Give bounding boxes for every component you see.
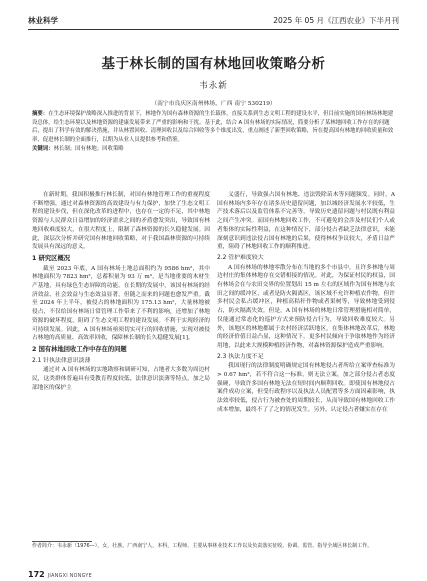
abstract-paragraph [32, 110, 395, 144]
paragraph-2-1-cont: 义盛行，导致强占国有林地、违法毁除苗木等问题频发。同时，A 国有林场内多年存在诸多历史遗留问题，加以城经济发展水平较低，生产技术落后以及监管体系不完善等，导致历史遗留问题与村民既有利益之间产生冲突。而国有林地回收工作，不可避免的会涉及村民们个人或者集体的实际性利益，在这种情况下，部分侵占者缺乏法律意识，未能深刻意识到违法侵占国有林地的后果，使得林权争议较大，矛盾日益严重，阻碍了林地回收工作的顺利推进。 [217, 192, 395, 251]
abstract-label: 摘要： [32, 111, 49, 117]
paragraph-2-2: A 国有林场的林地零散分布在当地的多个市县中，且许多林地与周边村庄的集体林地存在交错相接的情况。对此，为保证村民的权益，国有林场会在与农田交界的位置划出 15 m 左右的区域作为国有林地与农田之间的缓冲区，或者是防火隔离区，该区域不允许种植农作物，但许多村民会私占缓冲区，种植高秸秆作物或者果树等，导致林地受到侵占，防火隔离失效。但是，A 国有林场的林地日常管理措施相对简单，仅能通过常态化的巡护方式来预防侵占行为，导致回收难度较大。另外，该地区的林地都属于农村经济活跃地区，在集体林地改革后，林地的经济价值日益凸显，这种情况下，更多村民倾向于争取林地作为经济用地，以此来大规模种植经济作物，对森林资源保护造成严重影响。 [217, 264, 395, 349]
page-number: 172 [28, 570, 45, 579]
keywords-text: 林长制；国有林地；回收策略 [53, 146, 124, 152]
header-rule [28, 29, 399, 30]
abstract-text: 在生态环境保护战略深入推进的背景下，林地作为国有森林资源的生长载体，直接关系到生态文明工程的建设水平，但目前实施的国有林场林地建设总体，给生态环境以及林地资源的建康发展带来了严重的影响和干扰。基于此，结合 A 国有林场的实际情况，简要分析了某林地回收工作存在的问题后，提出了科学有效的解决措施，并从林置回收、清理回收以及综合回收等多个维度出发，重点阐述了新型回收策略，旨在提高国有林地的回收质量和效率，促进林长制的全面推行，以期为从业人员提供参考和借鉴。 [32, 111, 394, 143]
issue-label: 2025 年 05 月《江西农业》下半月刊 [273, 16, 399, 25]
keywords-label: 关键词： [32, 146, 54, 152]
intro-paragraph: 在新时期，我国积极推行林长制，对国有林地管理工作的重视程度不断增强，通过对森林资源的高效建设与有力保护，加快了生态文明工程的建设步伐，但在深化改革的进程中，也存在一定的不足，其中林地资源与人民群众日益增加的经济需求之间的矛盾愈发突出，导致国有林地回收难度较大，在很大程度上，限制了森林资源的长久稳健发展。因此，深层次分析并研究国有林地回收策略，对于我国森林资源的可持续发展具有深远的意义。 [32, 192, 210, 251]
page-footer [28, 562, 228, 579]
study-area-paragraph: 截至 2023 年底，A 国有林场土地总面积约为 9586 hm²，其中林地面积为 7823 hm²，总蓄积量为 93 万 m³，是当地重要的木材生产基地，具有绿色生态屏障的功能。在长期的发展中，该国有林场的经济效益、社会效益与生态效益显著，但随之而来的问题也愈发严重。截至 2024 年上半年，被侵占的林地面积为 175.13 hm²，大量林地被侵占，不仅给国有林场日常管理工作带来了不利的影响，还增加了林地资源的破坏程度，阻碍了生态文明工程的建设发展。不利于实现经济的可持续发展。因此，A 国有林场亟须切实可行的回收措施，实现对被侵占林地的高质量、高效率回收，保障林长制的长久稳健发展[1]。 [32, 265, 210, 342]
section-heading-2: 2 国有林地回收工作中存在的问题 [32, 345, 127, 353]
paragraph-2-1: 通过对 A 国有林场的实地勘察和调研可知，占地者大多数为周边村民，这类群体普遍具有受教育程度较低、法律意识淡薄等特点，加之局部地区的保护主 [32, 367, 210, 391]
running-header [28, 13, 399, 27]
paragraph-2-3: 我国现行的法律制度明确规定国有林地侵占者所给立案审查标准为 > 0.67 hm²，若不符合这一标准，则无法立案，加之部分侵占者态度强硬，导致许多国有林地无法在短时间内顺利回收。即使国有林地侵占案件成功立案，但受行政程序以及执法人员配置等多方面因素影响，执法效率较低，侵占行为被查处的周期较长，从而导致国有林地回收工作成本增加，最终不了了之的情况发生。另外，认定侵占者嫌实在存在 [217, 363, 395, 413]
author-footnote: 作者简介：韦永新（1976—），女，壮族，广西南宁人，本科，工程师，主要从事林业技术工作以及负责落实征收，协调、监管、指导全域区林长制工作。 [32, 543, 373, 549]
section-label: 林业科学 [28, 16, 58, 25]
abstract [32, 110, 395, 154]
author-affiliation: （南宁市良庆区南州林场，广西 南宁 530219） [151, 101, 276, 107]
subsection-heading-2-1: 2.1 针执法律意识淡薄 [32, 357, 91, 364]
subsection-heading-2-2: 2.2 管护难度较大 [217, 254, 264, 261]
author-name: 韦永新 [199, 81, 228, 91]
body-column-right [217, 191, 395, 415]
keywords [32, 145, 395, 154]
section-heading-1: 1 研究区概况 [32, 254, 71, 262]
footnote-rule [32, 541, 92, 542]
body-column-left [32, 191, 210, 392]
article-title: 基于林长制的国有林地回收策略分析 [101, 56, 326, 72]
subsection-heading-2-3: 2.3 执法力度不足 [217, 353, 264, 360]
journal-site: JIANGXI NONGYE [47, 574, 92, 579]
